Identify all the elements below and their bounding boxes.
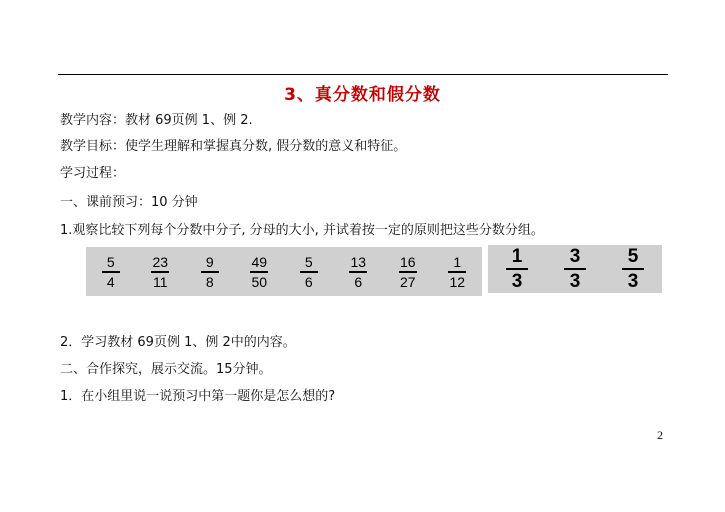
task-2: 2．学习教材 69页例 1、例 2中的内容。	[60, 335, 296, 350]
fraction: $\frac{5}{4}$	[102, 255, 120, 289]
header-rule	[58, 74, 668, 75]
fraction: $\frac{49}{50}$	[251, 253, 268, 290]
task-1: 1.观察比较下列每个分数中分子, 分母的大小, 并试着按一定的原则把这些分数分组。	[60, 223, 544, 238]
fraction: $\frac{1}{3}$	[506, 247, 528, 291]
fraction-strip-2	[488, 245, 662, 293]
teaching-goal: 教学目标：使学生理解和掌握真分数, 假分数的意义和特征。	[60, 139, 407, 154]
fraction: $\frac{1}{12}$	[449, 253, 466, 290]
preview-heading: 一、课前预习：10 分钟	[60, 195, 198, 210]
fraction: $\frac{13}{6}$	[350, 253, 367, 290]
fraction: $\frac{23}{11}$	[152, 253, 169, 290]
fraction-strip-1	[86, 247, 482, 296]
fraction: $\frac{5}{6}$	[300, 255, 318, 289]
fraction: $\frac{3}{3}$	[564, 247, 586, 291]
page-number: 2	[657, 428, 663, 442]
fraction: $\frac{16}{27}$	[399, 253, 416, 290]
question-1: 1．在小组里说一说预习中第一题你是怎么想的?	[60, 389, 336, 404]
section-2-heading: 二、合作探究，展示交流。15分钟。	[60, 362, 272, 377]
page-title: 3、真分数和假分数	[284, 85, 441, 105]
fraction: $\frac{9}{8}$	[201, 255, 219, 289]
learning-process: 学习过程：	[60, 166, 126, 181]
fraction: $\frac{5}{3}$	[622, 247, 644, 291]
teaching-content: 教学内容：教材 69页例 1、例 2.	[60, 113, 253, 128]
